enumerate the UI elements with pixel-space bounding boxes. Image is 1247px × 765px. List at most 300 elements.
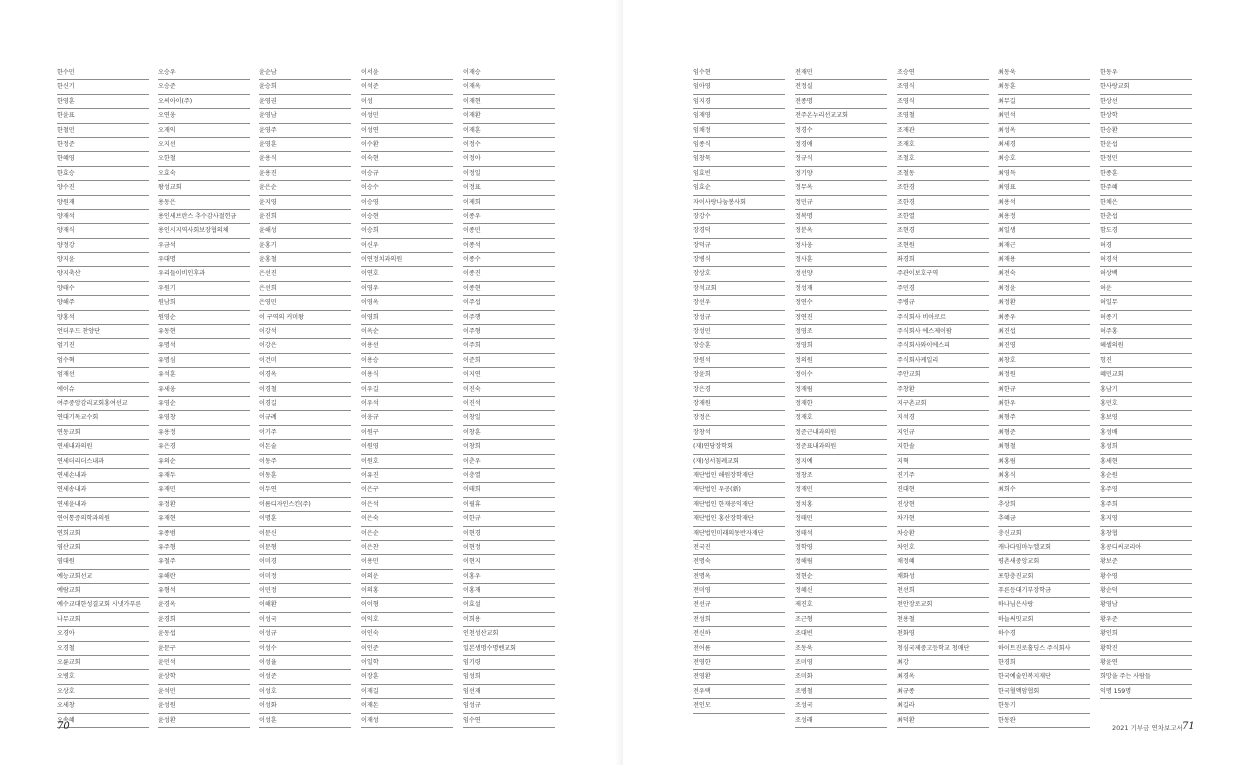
name-entry: 최성옥	[998, 124, 1090, 138]
name-entry: 이재돈	[361, 699, 453, 713]
name-entry: 장창석	[693, 426, 785, 440]
name-entry: 조한열	[897, 210, 989, 224]
name-entry: 최정환	[998, 296, 1090, 310]
name-entry: 오경철	[57, 642, 149, 656]
name-entry: 정영희	[795, 339, 887, 353]
name-entry: 이원구	[361, 426, 453, 440]
name-entry: 이현정	[463, 541, 555, 555]
name-entry: 이진숙	[463, 383, 555, 397]
name-entry: 장승훈	[693, 339, 785, 353]
name-entry: 윤영남	[259, 109, 351, 123]
name-entry: 유동현	[158, 325, 250, 339]
name-entry: 원영순	[158, 311, 250, 325]
name-entry: 이효설	[463, 598, 555, 612]
name-entry: 조현경	[897, 224, 989, 238]
name-entry: 이태희	[463, 483, 555, 497]
name-entry: 정기양	[795, 167, 887, 181]
name-entry: 이건미	[259, 354, 351, 368]
page-number-right: 71	[1182, 721, 1195, 732]
name-entry: 이은석	[361, 498, 453, 512]
name-entry: 장선우	[693, 296, 785, 310]
name-entry: 장상호	[693, 267, 785, 281]
name-entry: 이름디자인스킨(주)	[259, 498, 351, 512]
name-entry: 연세더리더스내과	[57, 455, 149, 469]
name-entry: 유철주	[158, 555, 250, 569]
name-entry: 이강석	[259, 325, 351, 339]
name-entry: 이영희	[361, 311, 453, 325]
name-entry: 장강수	[693, 210, 785, 224]
name-entry: 한상학	[1100, 109, 1192, 123]
name-entry: 황수영	[1100, 570, 1192, 584]
name-entry: 한국예술인복지재단	[998, 670, 1090, 684]
name-entry: 유영순	[158, 397, 250, 411]
name-entry: 이유진	[361, 469, 453, 483]
name-entry: 이현경	[463, 527, 555, 541]
name-entry: 이재훈	[463, 124, 555, 138]
name-entry: 오승우	[158, 66, 250, 80]
name-entry: 주창환	[897, 383, 989, 397]
name-entry: 천선희	[897, 584, 989, 598]
name-entry: 이문형	[259, 541, 351, 555]
name-entry: 한승환	[1100, 124, 1192, 138]
name-entry: 이경옥	[259, 368, 351, 382]
name-entry: 이희용	[463, 613, 555, 627]
name-entry: 이홍재	[463, 584, 555, 598]
name-entry: 유재민	[158, 483, 250, 497]
name-entry: 정경애	[795, 138, 887, 152]
name-entry: 최희수	[998, 483, 1090, 497]
name-entry: 이은찬	[361, 541, 453, 555]
name-entry: 이은숙	[361, 512, 453, 526]
name-entry: 장병식	[693, 253, 785, 267]
name-entry: 오씨아이(주)	[158, 95, 250, 109]
name-entry: 우대명	[158, 253, 250, 267]
name-entry: 예수교대한성결교회 시냇가푸른	[57, 598, 149, 612]
name-entry: 이우석	[361, 397, 453, 411]
name-entry: 혜민교회	[1100, 368, 1192, 382]
name-entry: 허종기	[1100, 311, 1192, 325]
name-entry: 정준표내과의원	[795, 440, 887, 454]
name-entry: 양지축산	[57, 267, 149, 281]
name-entry: 윤민석	[158, 656, 250, 670]
name-entry: 이주형	[463, 325, 555, 339]
name-entry: 양태수	[57, 282, 149, 296]
name-entry: 이웅규	[361, 411, 453, 425]
name-entry: 윤영주	[259, 124, 351, 138]
name-entry: 전종명	[795, 95, 887, 109]
name-entry: 유명석	[158, 339, 250, 353]
name-entry: 이창훈	[463, 426, 555, 440]
name-entry: 이연정치과의원	[361, 253, 453, 267]
name-entry: 최정윤	[998, 282, 1090, 296]
name-entry: 주식회사와이에스피	[897, 339, 989, 353]
name-entry: 윤승희	[259, 80, 351, 94]
name-column-6	[693, 66, 785, 714]
name-entry: 이신우	[361, 239, 453, 253]
name-entry: 장경덕	[693, 224, 785, 238]
name-entry: 전명옥	[693, 570, 785, 584]
name-entry: 이승현	[361, 210, 453, 224]
left-page	[0, 0, 623, 765]
name-entry: 조성래	[795, 714, 887, 728]
name-entry: 정지예	[795, 455, 887, 469]
name-entry: 차인호	[897, 541, 989, 555]
name-entry: 오한철	[158, 152, 250, 166]
name-entry: 최한규	[998, 383, 1090, 397]
name-entry: 우리들이비인후과	[158, 267, 250, 281]
name-entry: 이인준	[361, 642, 453, 656]
name-entry: 임아영	[693, 80, 785, 94]
name-entry: 연세송내과	[57, 483, 149, 497]
name-entry: 용인세브란스 추수감사절헌금	[158, 210, 250, 224]
name-entry: 유주형	[158, 541, 250, 555]
name-entry: (재)성서침례교회	[693, 455, 785, 469]
name-entry: 정준근내과의원	[795, 426, 887, 440]
name-entry: 이용선	[361, 339, 453, 353]
name-entry: 윤성환	[158, 714, 250, 728]
name-entry: 임창묵	[693, 152, 785, 166]
name-entry: 전명숙	[693, 555, 785, 569]
name-entry: 조철호	[897, 152, 989, 166]
name-entry: 이승영	[361, 196, 453, 210]
name-entry: 이문신	[259, 527, 351, 541]
name-entry: 유종범	[158, 527, 250, 541]
name-entry: 주병규	[897, 296, 989, 310]
name-entry: 이일학	[361, 656, 453, 670]
name-entry: 이성율	[259, 656, 351, 670]
name-entry: 최형준	[998, 426, 1090, 440]
name-entry: 임선재	[463, 685, 555, 699]
name-entry: 나무교회	[57, 613, 149, 627]
name-entry: 조철동	[897, 167, 989, 181]
name-entry: 최전숙	[998, 267, 1090, 281]
name-entry: 재단법인 홍산장학재단	[693, 512, 785, 526]
name-entry: 이용승	[361, 354, 453, 368]
name-entry: 한정민	[1100, 152, 1192, 166]
name-entry: 장은경	[693, 383, 785, 397]
name-entry: 윤용식	[259, 152, 351, 166]
name-entry: 우금석	[158, 239, 250, 253]
name-entry: 푸른등대기부장학금	[998, 584, 1090, 598]
name-entry: 조미화	[795, 670, 887, 684]
name-entry: 유정환	[158, 498, 250, 512]
name-entry: 최동훈	[998, 80, 1090, 94]
name-entry: 정재림	[795, 383, 887, 397]
name-entry: 장윤희	[693, 368, 785, 382]
name-entry: 전미영	[693, 584, 785, 598]
name-entry: 유용정	[158, 426, 250, 440]
name-entry: 이강은	[259, 339, 351, 353]
name-entry: 이원영	[361, 440, 453, 454]
name-entry: 한동완	[998, 714, 1090, 728]
name-entry: 조영식	[897, 80, 989, 94]
name-entry: 전주온누리선교교회	[795, 109, 887, 123]
name-entry: 희망을 주는 사람들	[1100, 670, 1192, 684]
name-entry: 청심국제중고등학교 청매단	[897, 642, 989, 656]
name-entry: 이승규	[361, 167, 453, 181]
name-entry: 진대현	[897, 483, 989, 497]
name-entry: 이인숙	[361, 627, 453, 641]
name-entry: 유영창	[158, 411, 250, 425]
name-entry: 정현순	[795, 570, 887, 584]
name-entry: 윤석민	[158, 685, 250, 699]
name-entry: 이기주	[259, 426, 351, 440]
name-entry: 조한경	[897, 196, 989, 210]
name-entry: 정재민	[795, 483, 887, 497]
name-entry: 홍남기	[1100, 383, 1192, 397]
name-entry: 이제희	[463, 196, 555, 210]
name-entry: 임수연	[463, 714, 555, 728]
name-entry: 정태민	[795, 512, 887, 526]
name-entry: 허경석	[1100, 253, 1192, 267]
name-entry: 엄수혁	[57, 354, 149, 368]
name-entry: 허주홍	[1100, 325, 1192, 339]
name-entry: 용동은	[158, 196, 250, 210]
name-entry: 임수현	[693, 66, 785, 80]
name-entry: 이춘우	[463, 455, 555, 469]
name-entry: 윤경희	[158, 613, 250, 627]
name-entry: 이의운	[361, 570, 453, 584]
name-entry: 이종석	[463, 239, 555, 253]
name-entry: 임성희	[463, 670, 555, 684]
name-entry: 오재익	[158, 124, 250, 138]
name-entry: 진상현	[897, 498, 989, 512]
name-entry: 이경철	[259, 383, 351, 397]
name-entry: 이창일	[463, 411, 555, 425]
name-entry: 하이트진로홀딩스 주식회사	[998, 642, 1090, 656]
name-entry: 이규례	[259, 411, 351, 425]
name-entry: 조승연	[897, 66, 989, 80]
name-entry: 한철민	[57, 124, 149, 138]
name-entry: 하늘써밋교회	[998, 613, 1090, 627]
name-entry: 캐나다임마누엘교회	[998, 541, 1090, 555]
name-entry: 채정혜	[897, 555, 989, 569]
name-entry: 장석교회	[693, 282, 785, 296]
name-entry: 이종진	[463, 267, 555, 281]
name-entry: 최세경	[998, 138, 1090, 152]
name-entry: 헝진	[1100, 354, 1192, 368]
name-entry: 전영한	[693, 656, 785, 670]
name-entry: 조근형	[795, 613, 887, 627]
name-entry: 엄재선	[57, 368, 149, 382]
name-entry: 조동욱	[795, 642, 887, 656]
name-entry: 이주섭	[463, 296, 555, 310]
name-entry: 조재관	[897, 124, 989, 138]
name-entry: 정혜신	[795, 584, 887, 598]
name-entry: 유재현	[158, 512, 250, 526]
name-entry: 한국혈액암협회	[998, 685, 1090, 699]
name-entry: 이승희	[361, 224, 453, 238]
name-entry: 재단법인 우공(新)	[693, 483, 785, 497]
name-entry: 양홍석	[57, 311, 149, 325]
name-entry: 이연호	[361, 267, 453, 281]
name-entry: 자이사랑나눔봉사회	[693, 196, 785, 210]
name-entry: 이영옥	[361, 296, 453, 310]
name-entry: 이성	[361, 95, 453, 109]
name-entry: 전어름	[693, 642, 785, 656]
name-entry: 최민석	[998, 109, 1090, 123]
name-entry: 한경희	[998, 656, 1090, 670]
name-entry: 주식회사케일리	[897, 354, 989, 368]
name-entry: 정복명	[795, 210, 887, 224]
name-entry: 이경길	[259, 397, 351, 411]
name-entry: 이정표	[463, 181, 555, 195]
name-entry: 언더우드 찬양단	[57, 325, 149, 339]
name-entry: 이정아	[463, 152, 555, 166]
name-entry: 장성민	[693, 325, 785, 339]
name-entry: 허일무	[1100, 296, 1192, 310]
name-entry: 오세창	[57, 699, 149, 713]
name-entry: 인천성산교회	[463, 627, 555, 641]
name-entry: 이민정	[259, 584, 351, 598]
name-entry: 이은순	[361, 527, 453, 541]
name-entry: 이장훈	[361, 670, 453, 684]
name-entry: 주식회사 비아로르	[897, 311, 989, 325]
name-entry: 장덕규	[693, 239, 785, 253]
name-entry: 이은구	[361, 483, 453, 497]
name-entry: 차가현	[897, 512, 989, 526]
name-entry: 이정수	[463, 138, 555, 152]
name-entry: 한혜영	[57, 152, 149, 166]
name-entry: 하수경	[998, 627, 1090, 641]
name-entry: 이종수	[463, 253, 555, 267]
name-entry: 이충열	[463, 469, 555, 483]
name-entry: 이미경	[259, 555, 351, 569]
name-entry: 염대원	[57, 555, 149, 569]
name-entry: 이준희	[463, 354, 555, 368]
name-entry: 이이형	[361, 598, 453, 612]
name-entry: 최진섭	[998, 325, 1090, 339]
name-entry: 이성수	[259, 642, 351, 656]
name-column-9	[998, 66, 1090, 728]
name-entry: 정사훈	[795, 253, 887, 267]
name-entry: 윤해성	[259, 224, 351, 238]
name-entry: 홍주영	[1100, 483, 1192, 497]
name-entry: 정경수	[795, 124, 887, 138]
name-entry: 한동기	[998, 699, 1090, 713]
name-entry: 윤용진	[259, 167, 351, 181]
name-entry: 이 구역의 커미왕	[259, 311, 351, 325]
name-entry: 제진호	[795, 598, 887, 612]
name-column-4	[361, 66, 453, 728]
name-column-2	[158, 66, 250, 728]
name-entry: 양정강	[57, 239, 149, 253]
name-entry: 오효숙	[158, 167, 250, 181]
name-entry: 이성화	[259, 699, 351, 713]
name-entry: 천안장로교회	[897, 598, 989, 612]
name-entry: 윤성원	[158, 699, 250, 713]
name-entry: 윤문구	[158, 642, 250, 656]
name-entry: 양원재	[57, 196, 149, 210]
name-entry: 정연수	[795, 296, 887, 310]
name-entry: 정치홍	[795, 498, 887, 512]
name-entry: 엄기진	[57, 339, 149, 353]
name-entry: 이영우	[361, 282, 453, 296]
name-entry: 조미영	[795, 656, 887, 670]
name-entry: 홍지영	[1100, 512, 1192, 526]
right-page	[624, 0, 1247, 765]
name-entry: 이원호	[361, 455, 453, 469]
running-title: 2021 기부금 연차보고서	[1112, 724, 1183, 732]
name-entry: 오륜교회	[57, 656, 149, 670]
name-entry: 오연웅	[158, 109, 250, 123]
name-entry: 홍성배	[1100, 426, 1192, 440]
name-entry: 차승환	[897, 527, 989, 541]
name-entry: 유형석	[158, 584, 250, 598]
name-entry: 이홍우	[463, 570, 555, 584]
name-column-3	[259, 66, 351, 728]
name-entry: 조한경	[897, 181, 989, 195]
name-entry: 이한규	[463, 512, 555, 526]
name-entry: 전성희	[693, 613, 785, 627]
name-entry: 임효빈	[693, 167, 785, 181]
name-entry: 이명훈	[259, 512, 351, 526]
name-entry: 한정준	[57, 138, 149, 152]
name-entry: 황인희	[1100, 627, 1192, 641]
name-entry: 한운섭	[1100, 138, 1192, 152]
name-entry: 양해주	[57, 296, 149, 310]
name-entry: 이재길	[361, 685, 453, 699]
name-entry: 한상선	[1100, 95, 1192, 109]
name-entry: 이승수	[361, 181, 453, 195]
name-entry: 오경아	[57, 627, 149, 641]
name-entry: 오병호	[57, 670, 149, 684]
name-entry: 황우준	[1100, 613, 1192, 627]
name-entry: 정무옥	[795, 181, 887, 195]
name-entry: 좌경희	[897, 253, 989, 267]
name-entry: 재단법인 한재공익재단	[693, 498, 785, 512]
name-entry: 정해림	[795, 555, 887, 569]
name-entry: 임재영	[693, 109, 785, 123]
name-entry: 이창희	[463, 440, 555, 454]
name-entry: 홍세현	[1100, 455, 1192, 469]
name-entry: 조재호	[897, 138, 989, 152]
name-entry: 이필휴	[463, 498, 555, 512]
name-entry: 이성호	[259, 685, 351, 699]
name-entry: 최무길	[998, 95, 1090, 109]
name-entry: 이용민	[361, 555, 453, 569]
name-entry: 지한솔	[897, 440, 989, 454]
name-entry: 이종우	[463, 210, 555, 224]
name-entry: 우원기	[158, 282, 250, 296]
name-entry: 윤지영	[259, 196, 351, 210]
name-entry: 임채정	[693, 124, 785, 138]
name-entry: 이옥순	[361, 325, 453, 339]
name-entry: 이익호	[361, 613, 453, 627]
name-entry: 임성규	[463, 699, 555, 713]
name-entry: 한종훈	[1100, 167, 1192, 181]
name-entry: 한사랑교회	[1100, 80, 1192, 94]
name-entry: 용인시지역사회보장협의체	[158, 224, 250, 238]
name-entry: 진기주	[897, 469, 989, 483]
name-entry: 한동우	[1100, 66, 1192, 80]
name-entry: 전인모	[693, 699, 785, 713]
name-entry: 윤동섭	[158, 627, 250, 641]
name-entry: 윤홍기	[259, 239, 351, 253]
name-entry: 원남희	[158, 296, 250, 310]
name-entry: 최용석	[998, 196, 1090, 210]
name-entry: 이종민	[463, 224, 555, 238]
name-entry: 채화성	[897, 570, 989, 584]
name-entry: 연세윤내과	[57, 498, 149, 512]
name-entry: 조병철	[795, 685, 887, 699]
name-entry: 은선진	[259, 267, 351, 281]
name-entry: 연대기독교수회	[57, 411, 149, 425]
name-entry: 예람교회	[57, 584, 149, 598]
name-entry: 충신교회	[998, 527, 1090, 541]
name-entry: 정규식	[795, 152, 887, 166]
name-entry: 허운	[1100, 282, 1192, 296]
